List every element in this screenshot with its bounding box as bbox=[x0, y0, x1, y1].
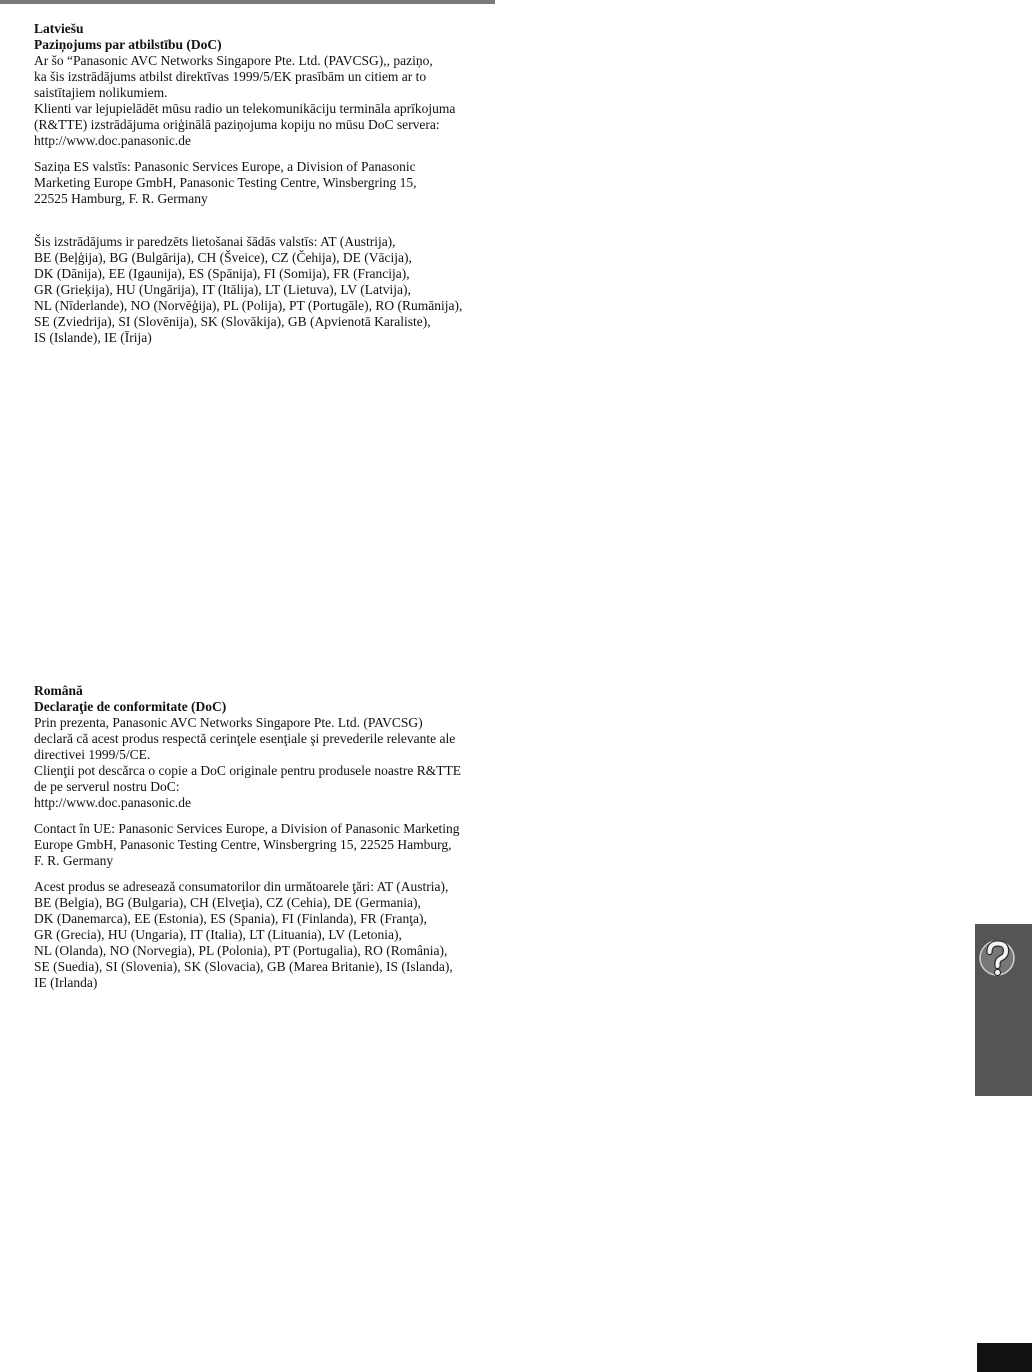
text-line: Contact în UE: Panasonic Services Europe, a Division of Panasonic Marketing bbox=[34, 821, 460, 836]
page-corner-block bbox=[977, 1343, 1032, 1372]
top-divider bbox=[0, 0, 495, 4]
text-line: Europe GmbH, Panasonic Testing Centre, Winsbergring 15, 22525 Hamburg, bbox=[34, 837, 452, 852]
doc-heading: Paziņojums par atbilstību (DoC) bbox=[34, 37, 222, 52]
text-line: BE (Beļģija), BG (Bulgārija), CH (Šveice), CZ (Čehija), DE (Vācija), bbox=[34, 250, 412, 265]
text-line: Acest produs se adresează consumatorilor din următoarele ţări: AT (Austria), bbox=[34, 879, 449, 894]
text-line: saistītajiem nolikumiem. bbox=[34, 85, 168, 100]
text-line: NL (Nīderlande), NO (Norvēģija), PL (Polija), PT (Portugāle), RO (Rumānija), bbox=[34, 298, 463, 313]
text-line: SE (Suedia), SI (Slovenia), SK (Slovacia), GB (Marea Britanie), IS (Islanda), bbox=[34, 959, 453, 974]
text-line: Prin prezenta, Panasonic AVC Networks Singapore Pte. Ltd. (PAVCSG) bbox=[34, 715, 423, 730]
text-line: Klienti var lejupielādēt mūsu radio un telekomunikāciju terminālа aprīkojuma bbox=[34, 101, 456, 116]
text-line: Šis izstrādājums ir paredzēts lietošanai šādās valstīs: AT (Austrija), bbox=[34, 234, 396, 249]
doc-url: http://www.doc.panasonic.de bbox=[34, 133, 191, 148]
text-line: BE (Belgia), BG (Bulgaria), CH (Elveţia), CZ (Cehia), DE (Germania), bbox=[34, 895, 421, 910]
text-line: de pe serverul nostru DoC: bbox=[34, 779, 180, 794]
text-line: DK (Danemarca), EE (Estonia), ES (Spania), FI (Finlanda), FR (Franţa), bbox=[34, 911, 427, 926]
doc-url: http://www.doc.panasonic.de bbox=[34, 795, 191, 810]
help-question-icon bbox=[977, 936, 1017, 980]
text-line: 22525 Hamburg, F. R. Germany bbox=[34, 191, 208, 206]
text-line: GR (Grecia), HU (Ungaria), IT (Italia), LT (Lituania), LV (Letonia), bbox=[34, 927, 402, 942]
text-line: Saziņa ES valstīs: Panasonic Services Europe, a Division of Panasonic bbox=[34, 159, 416, 174]
doc-heading: Declaraţie de conformitate (DoC) bbox=[34, 699, 227, 714]
text-line: ka šis izstrādājums atbilst direktīvas 1999/5/EK prasībām un citiem ar to bbox=[34, 69, 427, 84]
text-line: (R&TTE) izstrādājuma oriģinālā paziņojuma kopiju no mūsu DoC servera: bbox=[34, 117, 440, 132]
text-line: SE (Zviedrija), SI (Slovēnija), SK (Slovākija), GB (Apvienotā Karaliste), bbox=[34, 314, 431, 329]
text-line: directivei 1999/5/CE. bbox=[34, 747, 151, 762]
text-line: GR (Grieķija), HU (Ungārija), IT (Itālija), LT (Lietuva), LV (Latvija), bbox=[34, 282, 411, 297]
text-line: declară că acest produs respectă cerinţele esenţiale şi prevederile relevante ale bbox=[34, 731, 456, 746]
side-section-tab bbox=[975, 924, 1032, 1096]
text-line: DK (Dānija), EE (Igaunija), ES (Spānija), FI (Somija), FR (Francija), bbox=[34, 266, 410, 281]
text-line: Ar šo “Panasonic AVC Networks Singapore Pte. Ltd. (PAVCSG),, paziņo, bbox=[34, 53, 433, 68]
text-line: Marketing Europe GmbH, Panasonic Testing Centre, Winsbergring 15, bbox=[34, 175, 417, 190]
text-line: Clienţii pot descărca o copie a DoC originale pentru produsele noastre R&TTE bbox=[34, 763, 461, 778]
section-latvian bbox=[34, 21, 494, 346]
language-heading: Latviešu bbox=[34, 21, 84, 36]
text-line: F. R. Germany bbox=[34, 853, 114, 868]
text-line: NL (Olanda), NO (Norvegia), PL (Polonia), PT (Portugalia), RO (România), bbox=[34, 943, 448, 958]
text-line: IS (Islande), IE (Īrija) bbox=[34, 330, 152, 345]
text-line: IE (Irlanda) bbox=[34, 975, 98, 990]
section-romanian bbox=[34, 683, 494, 991]
language-heading: Română bbox=[34, 683, 83, 698]
